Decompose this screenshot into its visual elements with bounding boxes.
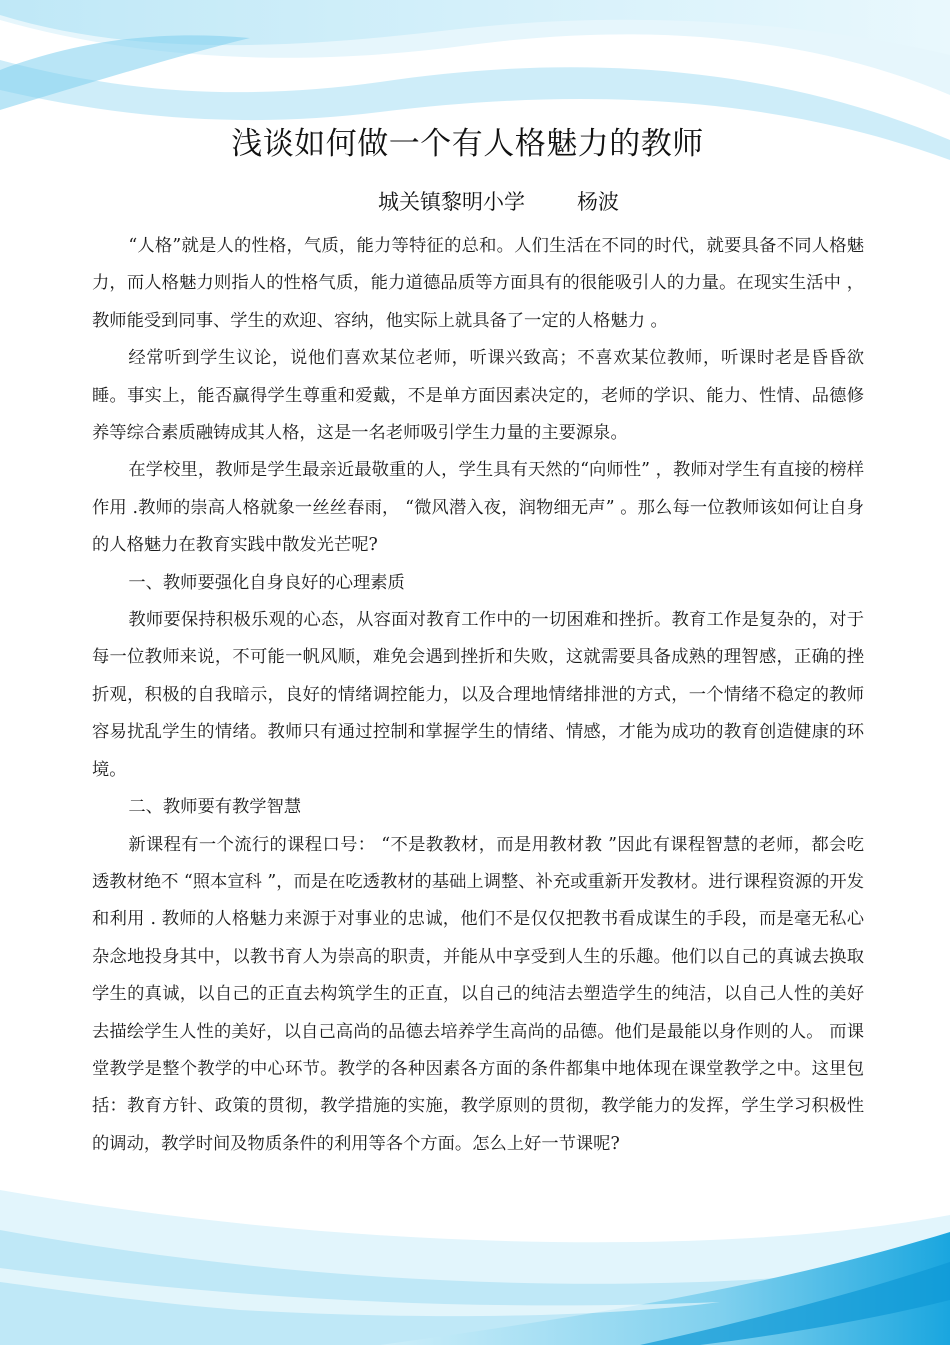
document-body [92,228,864,1163]
paragraph: 新课程有一个流行的课程口号： “不是教教材，而是用教材教 ”因此有课程智慧的老师，都会吃透教材绝不 “照本宣科 ”，而是在吃透教材的基础上调整、补充或重新开发教材。进行课程资源的开发和利用 . 教师的人格魅力来源于对事业的忠诚，他们不是仅仅把教书看成谋生的手段，而是毫无私心杂念地投身其中，以教书育人为崇高的职责，并能从中享受到人生的乐趣。他们以自己的真诚去换取学生的真诚，以自己的正直去构筑学生的正直，以自己的纯洁去塑造学生的纯洁，以自己人性的美好去描绘学生人性的美好，以自己高尚的品德去培养学生高尚的品德。他们是最能以身作则的人。 而课堂教学是整个教学的中心环节。教学的各种因素各方面的条件都集中地体现在课堂教学之中。这里包括：教育方针、政策的贯彻，教学措施的实施，教学原则的贯彻，教学能力的发挥，学生学习积极性的调动，教学时间及物质条件的利用等各个方面。怎么上好一节课呢? [92,834,864,1154]
author-name: 杨波 [577,190,619,214]
section-heading: 二、教师要有教学智慧 [128,797,302,818]
author-school: 城关镇黎明小学 [378,190,525,214]
section-heading: 一、教师要强化自身良好的心理素质 [128,572,405,593]
paragraph: 教师要保持积极乐观的心态，从容面对教育工作中的一切困难和挫折。教育工作是复杂的，对于每一位教师来说，不可能一帆风顺，难免会遇到挫折和失败，这就需要具备成熟的理智感，正确的挫折观，积极的自我暗示，良好的情绪调控能力，以及合理地情绪排泄的方式，一个情绪不稳定的教师容易扰乱学生的情绪。教师只有通过控制和掌握学生的情绪、情感，才能为成功的教育创造健康的环境。 [92,610,864,780]
document-title: 浅谈如何做一个有人格魅力的教师 [231,126,704,162]
paragraph: 经常听到学生议论，说他们喜欢某位老师，听课兴致高；不喜欢某位教师，听课时老是昏昏欲睡。事实上，能否赢得学生尊重和爱戴，不是单方面因素决定的，老师的学识、能力、性情、品德修养等综合素质融铸成其人格，这是一名老师吸引学生力量的主要源泉。 [92,348,864,444]
paragraph: 在学校里，教师是学生最亲近最敬重的人，学生具有天然的“向师性” ，教师对学生有直接的榜样作用 .教师的崇高人格就象一丝丝春雨， “微风潜入夜，润物细无声” 。那么每一位教师该如何让自身的人格魅力在教育实践中散发光芒呢? [92,460,864,556]
paragraph: “人格”就是人的性格，气质，能力等特征的总和。人们生活在不同的时代，就要具备不同人格魅力，而人格魅力则指人的性格气质，能力道德品质等方面具有的很能吸引人的力量。在现实生活中 ，教师能受到同事、学生的欢迎、容纳，他实际上就具备了一定的人格魅力 。 [92,236,864,331]
author-line [378,186,619,216]
